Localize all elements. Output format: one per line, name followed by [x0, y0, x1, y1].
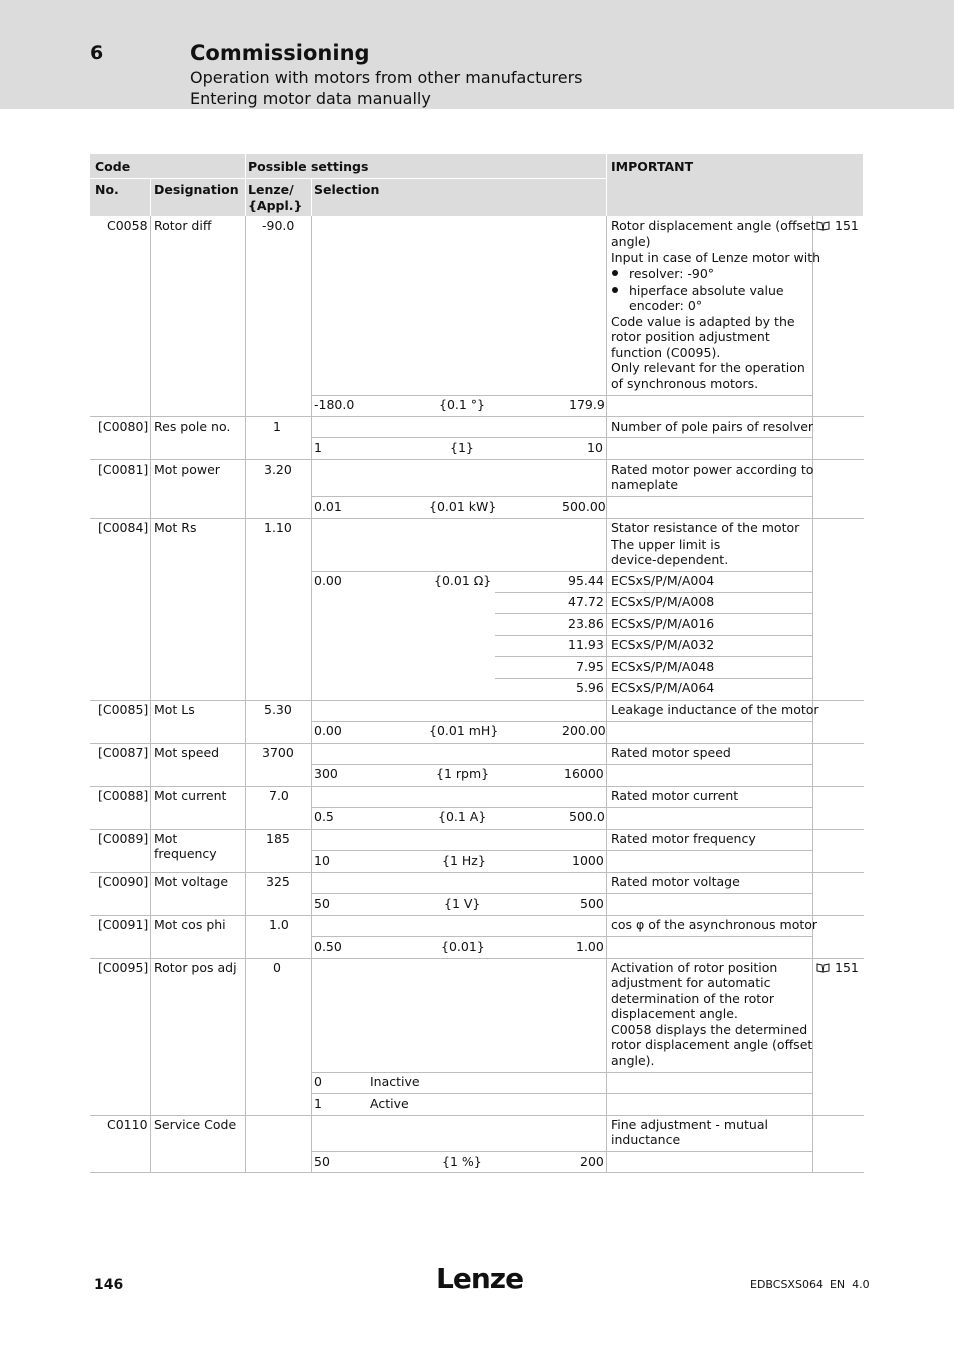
range-step: {1 rpm} — [436, 766, 490, 781]
bullet-text: hiperface absolute value — [629, 283, 784, 298]
header-selection: Selection — [314, 182, 380, 197]
range-step: {0.01 Ω} — [434, 573, 492, 588]
important-text: cos φ of the asynchronous motor — [611, 917, 818, 932]
range-step: {0.1 A} — [438, 809, 487, 824]
range-max: 200 — [580, 1154, 604, 1169]
section-subtitle: Operation with motors from other manufacturers — [190, 68, 583, 87]
range-min: -180.0 — [314, 397, 355, 412]
range-min: 10 — [314, 853, 330, 868]
important-text: determination of the rotor — [611, 991, 774, 1006]
code-c0087: [C0087] — [98, 745, 149, 760]
range-max: 16000 — [564, 766, 604, 781]
lenze-value: 7.0 — [269, 788, 289, 803]
subsection-subtitle: Entering motor data manually — [190, 89, 431, 108]
important-text: inductance — [611, 1132, 681, 1147]
book-icon — [816, 963, 830, 973]
option-value: 0 — [314, 1074, 322, 1089]
important-text: The upper limit is — [611, 537, 721, 552]
range-step: {0.01 kW} — [429, 499, 497, 514]
code-c0081: [C0081] — [98, 462, 149, 477]
range-min: 0.5 — [314, 809, 334, 824]
code-c0088: [C0088] — [98, 788, 149, 803]
header-designation: Designation — [154, 182, 239, 197]
range-min: 50 — [314, 896, 330, 911]
option-label: Active — [370, 1096, 409, 1111]
range-min: 300 — [314, 766, 338, 781]
important-text: Only relevant for the operation — [611, 360, 805, 375]
device-type: ECSxS/P/M/A064 — [611, 680, 715, 695]
device-type: ECSxS/P/M/A004 — [611, 573, 715, 588]
range-max: 500.0 — [569, 809, 605, 824]
bullet-icon — [612, 270, 618, 276]
bullet-icon — [612, 287, 618, 293]
designation-c0085: Mot Ls — [154, 702, 195, 717]
code-c0085: [C0085] — [98, 702, 149, 717]
important-text: angle). — [611, 1053, 655, 1068]
designation-c0081: Mot power — [154, 462, 220, 477]
page-number: 146 — [94, 1277, 124, 1293]
important-text: nameplate — [611, 477, 679, 492]
option-value: 1 — [314, 1096, 322, 1111]
lenze-logo: Lenze — [436, 1262, 524, 1295]
lenze-value: 325 — [266, 874, 290, 889]
lenze-value: 3700 — [262, 745, 294, 760]
designation-c0080: Res pole no. — [154, 419, 231, 434]
important-text: Code value is adapted by the — [611, 314, 795, 329]
page-reference[interactable]: 151 — [835, 218, 859, 233]
important-text: Activation of rotor position — [611, 960, 778, 975]
code-c0090: [C0090] — [98, 874, 149, 889]
designation-c0110: Service Code — [154, 1117, 237, 1132]
code-c0091: [C0091] — [98, 917, 149, 932]
code-c0095: [C0095] — [98, 960, 149, 975]
designation-c0058: Rotor diff — [154, 218, 212, 233]
important-text: Fine adjustment - mutual — [611, 1117, 768, 1132]
range-step: {1} — [450, 440, 474, 455]
range-max: 23.86 — [568, 616, 604, 631]
designation-c0087: Mot speed — [154, 745, 220, 760]
designation-c0084: Mot Rs — [154, 520, 197, 535]
important-text: angle) — [611, 234, 651, 249]
header-possible-settings: Possible settings — [248, 159, 369, 174]
lenze-value: 1.0 — [269, 917, 289, 932]
device-type: ECSxS/P/M/A032 — [611, 637, 715, 652]
important-text: Rated motor speed — [611, 745, 731, 760]
important-text: Leakage inductance of the motor — [611, 702, 819, 717]
range-max: 500.00 — [562, 499, 606, 514]
important-text: Rated motor power according to — [611, 462, 814, 477]
book-icon — [816, 221, 830, 231]
important-text: rotor position adjustment — [611, 329, 770, 344]
important-text: adjustment for automatic — [611, 975, 771, 990]
range-min: 0.50 — [314, 939, 342, 954]
designation-c0091: Mot cos phi — [154, 917, 226, 932]
bullet-text: resolver: -90° — [629, 266, 715, 281]
lenze-value: 1.10 — [264, 520, 292, 535]
range-max: 1000 — [572, 853, 604, 868]
code-c0089: [C0089] — [98, 831, 149, 846]
important-text: C0058 displays the determined — [611, 1022, 808, 1037]
lenze-value: 0 — [273, 960, 281, 975]
code-c0058: C0058 — [107, 218, 148, 233]
important-text: device-dependent. — [611, 552, 729, 567]
code-c0080: [C0080] — [98, 419, 149, 434]
important-text: of synchronous motors. — [611, 376, 759, 391]
page-reference[interactable]: 151 — [835, 960, 859, 975]
range-min: 0.00 — [314, 573, 342, 588]
important-text: Rated motor voltage — [611, 874, 740, 889]
range-step: {1 Hz} — [442, 853, 486, 868]
range-min: 1 — [314, 440, 322, 455]
range-max: 1.00 — [576, 939, 604, 954]
lenze-value: 5.30 — [264, 702, 292, 717]
designation-c0090: Mot voltage — [154, 874, 229, 889]
lenze-c0058: -90.0 — [262, 218, 295, 233]
lenze-value: 1 — [273, 419, 281, 434]
lenze-value: 185 — [266, 831, 290, 846]
range-step: {0.01 mH} — [429, 723, 499, 738]
range-min: 50 — [314, 1154, 330, 1169]
important-text: Rated motor frequency — [611, 831, 756, 846]
chapter-number: 6 — [90, 42, 104, 64]
range-max: 7.95 — [576, 659, 604, 674]
document-id: EDBCSXS064 EN 4.0 — [750, 1278, 870, 1291]
range-max: 10 — [587, 440, 603, 455]
device-type: ECSxS/P/M/A048 — [611, 659, 715, 674]
important-text: Number of pole pairs of resolver — [611, 419, 814, 434]
range-step: {1 %} — [442, 1154, 482, 1169]
range-max: 11.93 — [568, 637, 604, 652]
header-lenze-appl: Lenze/ {Appl.} — [248, 182, 303, 213]
code-c0110: C0110 — [107, 1117, 148, 1132]
range-min: 0.00 — [314, 723, 342, 738]
range-min: 0.01 — [314, 499, 342, 514]
range-max: 200.00 — [562, 723, 606, 738]
header-no: No. — [95, 182, 119, 197]
important-text: rotor displacement angle (offset — [611, 1037, 813, 1052]
important-text: function (C0095). — [611, 345, 721, 360]
range-max: 5.96 — [576, 680, 604, 695]
range-max: 500 — [580, 896, 604, 911]
device-type: ECSxS/P/M/A008 — [611, 594, 715, 609]
range-step: {0.1 °} — [439, 397, 486, 412]
range-max: 95.44 — [568, 573, 604, 588]
important-text: displacement angle. — [611, 1006, 738, 1021]
designation-c0089: frequency — [154, 846, 217, 861]
device-type: ECSxS/P/M/A016 — [611, 616, 715, 631]
header-important: IMPORTANT — [611, 159, 694, 174]
range-max: 47.72 — [568, 594, 604, 609]
range-max: 179.9 — [569, 397, 605, 412]
designation-c0095: Rotor pos adj — [154, 960, 237, 975]
lenze-value: 3.20 — [264, 462, 292, 477]
header-band — [0, 0, 954, 109]
important-text: Input in case of Lenze motor with — [611, 250, 821, 265]
option-label: Inactive — [370, 1074, 420, 1089]
header-code: Code — [95, 159, 131, 174]
range-step: {1 V} — [444, 896, 481, 911]
range-step: {0.01} — [441, 939, 485, 954]
bullet-text: encoder: 0° — [629, 298, 703, 313]
code-c0084: [C0084] — [98, 520, 149, 535]
important-text: Rated motor current — [611, 788, 739, 803]
designation-c0089: Mot — [154, 831, 178, 846]
designation-c0088: Mot current — [154, 788, 227, 803]
important-text: Stator resistance of the motor — [611, 520, 800, 535]
chapter-title: Commissioning — [190, 41, 370, 65]
important-text: Rotor displacement angle (offset — [611, 218, 816, 233]
